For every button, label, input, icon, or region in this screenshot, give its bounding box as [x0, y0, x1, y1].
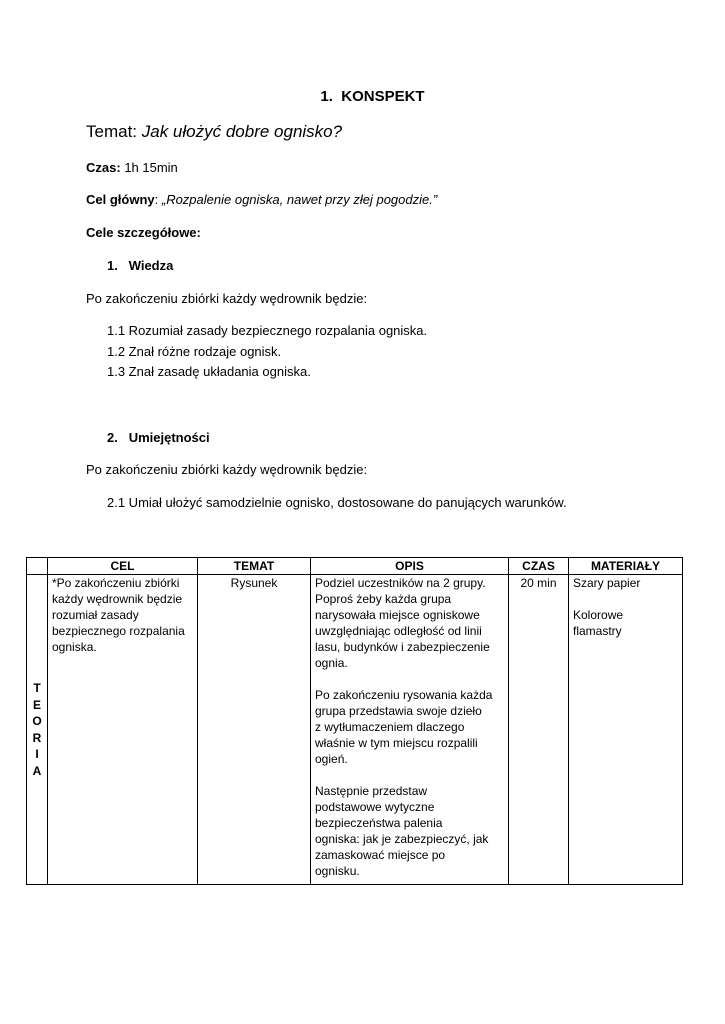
opis-line: ognia.: [315, 656, 348, 670]
opis-line: podstawowe wytyczne: [315, 800, 435, 814]
opis-line: z wytłumaczeniem dlaczego: [315, 720, 465, 734]
cell-czas: 20 min: [509, 575, 569, 885]
opis-line: grupa przedstawia swoje dzieło: [315, 704, 482, 718]
header-side-cell: [27, 558, 48, 575]
section-2-heading: [107, 430, 210, 445]
material-line: Szary papier: [573, 576, 641, 590]
side-letter: A: [32, 763, 42, 778]
table-header-row: [27, 558, 683, 575]
cel-line: rozumiał zasady: [52, 608, 139, 622]
lesson-plan-table: [26, 557, 683, 885]
side-letter: E: [32, 697, 41, 712]
opis-line: lasu, budynków i zabezpieczenie: [315, 640, 490, 654]
cell-opis: [311, 575, 509, 885]
duration-line: [86, 160, 178, 175]
duration-value: 1h 15min: [124, 160, 178, 175]
opis-line: właśnie w tym miejscu rozpalili: [315, 736, 478, 750]
paragraph-gap: [315, 671, 504, 687]
opis-line: ogień.: [315, 752, 348, 766]
specific-goals-label: Cele szczegółowe:: [86, 225, 201, 240]
duration-label: Czas:: [86, 160, 121, 175]
section-2-number: 2.: [107, 430, 118, 445]
heading-number: 1.: [320, 88, 333, 105]
section-2-item: 2.1 Umiał ułożyć samodzielnie ognisko, dostosowane do panujących warunków.: [107, 495, 567, 510]
paragraph-gap: [315, 767, 504, 783]
document-heading: [0, 88, 725, 105]
main-goal-line: Cel główny: „Rozpalenie ogniska, nawet przy złej pogodzie.”: [86, 192, 438, 207]
opis-line: Podziel uczestników na 2 grupy.: [315, 576, 486, 590]
opis-line: Po zakończeniu rysowania każda: [315, 688, 493, 702]
heading-title: KONSPEKT: [341, 88, 425, 105]
cel-line: *Po zakończeniu zbiórki: [52, 576, 180, 590]
section-1-item: 1.1 Rozumiał zasady bezpiecznego rozpalania ogniska.: [107, 323, 428, 338]
section-1-heading: [107, 258, 173, 273]
header-czas: CZAS: [509, 558, 569, 575]
header-opis: OPIS: [311, 558, 509, 575]
material-line: Kolorowe: [573, 608, 624, 622]
section-1-item: 1.2 Znał różne rodzaje ognisk.: [107, 344, 282, 359]
cel-line: bezpiecznego rozpalania: [52, 624, 185, 638]
topic-value: Jak ułożyć dobre ognisko?: [141, 122, 343, 141]
cell-temat: Rysunek: [198, 575, 311, 885]
section-1-item: 1.3 Znał zasadę układania ogniska.: [107, 364, 311, 379]
side-letter: R: [32, 730, 42, 745]
paragraph-gap: [573, 591, 678, 607]
side-label-teoria: [27, 575, 48, 885]
cell-materialy: [569, 575, 683, 885]
section-1-title: Wiedza: [128, 258, 174, 273]
section-2-title: Umiejętności: [128, 430, 210, 445]
topic-label: Temat: [86, 122, 133, 141]
opis-line: ogniska: jak je zabezpieczyć, jak: [315, 832, 489, 846]
opis-line: zamaskować miejsce po: [315, 848, 446, 862]
side-letter: T: [33, 681, 41, 695]
header-cel: CEL: [48, 558, 198, 575]
main-goal-label: Cel główny: [86, 192, 155, 207]
cell-cel: [48, 575, 198, 885]
header-temat: TEMAT: [198, 558, 311, 575]
opis-line: bezpieczeństwa palenia: [315, 816, 443, 830]
opis-line: Następnie przedstaw: [315, 784, 428, 798]
material-line: flamastry: [573, 624, 622, 638]
opis-line: uwzględniając odległość od linii: [315, 624, 482, 638]
section-1-number: 1.: [107, 258, 118, 273]
table-row: [27, 575, 683, 885]
opis-line: narysowała miejsce ogniskowe: [315, 608, 480, 622]
opis-line: ognisku.: [315, 864, 360, 878]
side-letter: I: [35, 747, 39, 761]
header-materialy: MATERIAŁY: [569, 558, 683, 575]
topic-line: Temat: Jak ułożyć dobre ognisko?: [86, 122, 343, 141]
main-goal-value: „Rozpalenie ogniska, nawet przy złej pogodzie.”: [161, 192, 438, 207]
cel-line: każdy wędrownik będzie: [52, 592, 183, 606]
section-1-intro: Po zakończeniu zbiórki każdy wędrownik będzie:: [86, 291, 368, 306]
cel-line: ogniska.: [52, 640, 97, 654]
side-letter: O: [32, 714, 42, 728]
section-2-intro: Po zakończeniu zbiórki każdy wędrownik będzie:: [86, 462, 368, 477]
opis-line: Poproś żeby każda grupa: [315, 592, 452, 606]
